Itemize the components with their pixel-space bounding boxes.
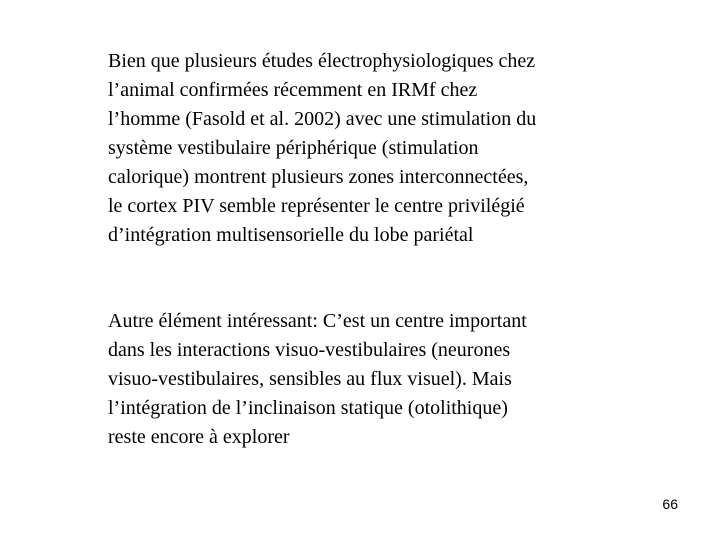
paragraph-line: l’intégration de l’inclinaison statique (otolithique) — [108, 397, 508, 419]
paragraph-line: l’homme (Fasold et al. 2002) avec une stimulation du — [108, 108, 537, 130]
paragraph-line: Autre élément intéressant: C’est un centre important — [108, 310, 527, 332]
paragraph-line: reste encore à explorer — [108, 426, 290, 448]
body-paragraph-2 — [108, 307, 527, 452]
page-number: 66 — [662, 496, 678, 512]
paragraph-line: système vestibulaire périphérique (stimulation — [108, 137, 479, 159]
paragraph-line: d’intégration multisensorielle du lobe pariétal — [108, 224, 474, 246]
paragraph-line: Bien que plusieurs études électrophysiologiques chez — [108, 50, 536, 72]
paragraph-line: dans les interactions visuo-vestibulaires (neurones — [108, 339, 511, 361]
body-paragraph-1 — [108, 47, 536, 250]
paragraph-line: calorique) montrent plusieurs zones interconnectées, — [108, 166, 529, 188]
paragraph-line: l’animal confirmées récemment en IRMf chez — [108, 79, 478, 101]
paragraph-line: le cortex PIV semble représenter le centre privilégié — [108, 195, 525, 217]
paragraph-line: visuo-vestibulaires, sensibles au flux visuel). Mais — [108, 368, 512, 390]
